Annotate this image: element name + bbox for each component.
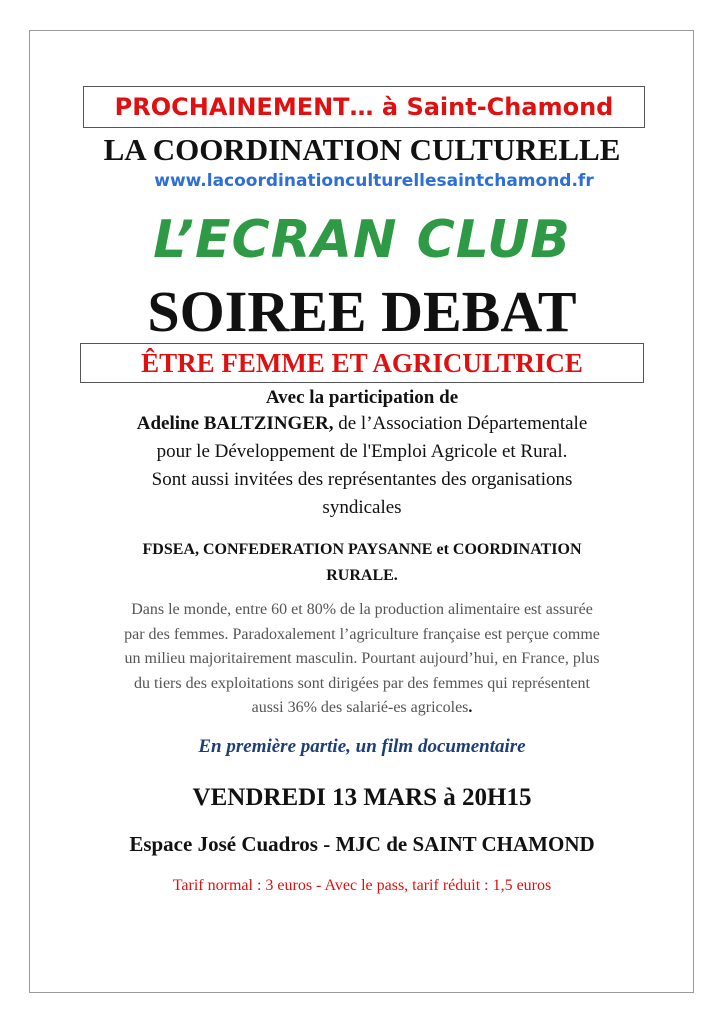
description-line-5-text: aussi 36% des salarié-es agricoles — [251, 699, 469, 716]
film-note: En première partie, un film documentaire — [198, 736, 526, 757]
participation-intro: Avec la participation de — [265, 387, 459, 408]
guest-organization-start: de l’Association Départementale — [333, 413, 588, 434]
guest-line-1 — [0, 410, 724, 438]
description-line-1: Dans le monde, entre 60 et 80% de la production alimentaire est assurée — [131, 601, 593, 618]
description-line-4: du tiers des exploitations sont dirigées par des femmes qui représentent — [134, 674, 590, 692]
unions-line-1: FDSEA, CONFEDERATION PAYSANNE et COORDINATION — [142, 541, 582, 558]
description-line-3: un milieu majoritairement masculin. Pourtant aujourd’hui, en France, plus — [124, 650, 600, 667]
guest-line-2: pour le Développement de l'Emploi Agricole et Rural. — [156, 441, 568, 462]
unions-line-2: RURALE. — [326, 567, 398, 584]
guest-name: Adeline BALTZINGER, — [136, 413, 334, 434]
invited-line-1: Sont aussi invitées des représentantes des organisations — [151, 469, 573, 490]
event-venue: Espace José Cuadros - MJC de SAINT CHAMOND — [129, 832, 595, 856]
organization-name: LA COORDINATION CULTURELLE — [103, 132, 621, 167]
event-date: VENDREDI 13 MARS à 20H15 — [192, 784, 532, 811]
club-title: L’ECRAN CLUB — [153, 210, 571, 270]
event-type-title: SOIREE DEBAT — [147, 279, 577, 344]
invited-line-2: syndicales — [322, 497, 402, 518]
description-line-2: par des femmes. Paradoxalement l’agriculture française est perçue comme — [124, 625, 600, 643]
price-info: Tarif normal : 3 euros - Avec le pass, tarif réduit : 1,5 euros — [172, 877, 552, 894]
announcement-box: PROCHAINEMENT… à Saint-Chamond — [83, 86, 645, 128]
description-line-5 — [0, 696, 724, 721]
website-link[interactable]: www.lacoordinationculturellesaintchamond.fr — [154, 171, 594, 191]
description-period: . — [468, 699, 473, 716]
theme-box: ÊTRE FEMME ET AGRICULTRICE — [80, 343, 644, 383]
